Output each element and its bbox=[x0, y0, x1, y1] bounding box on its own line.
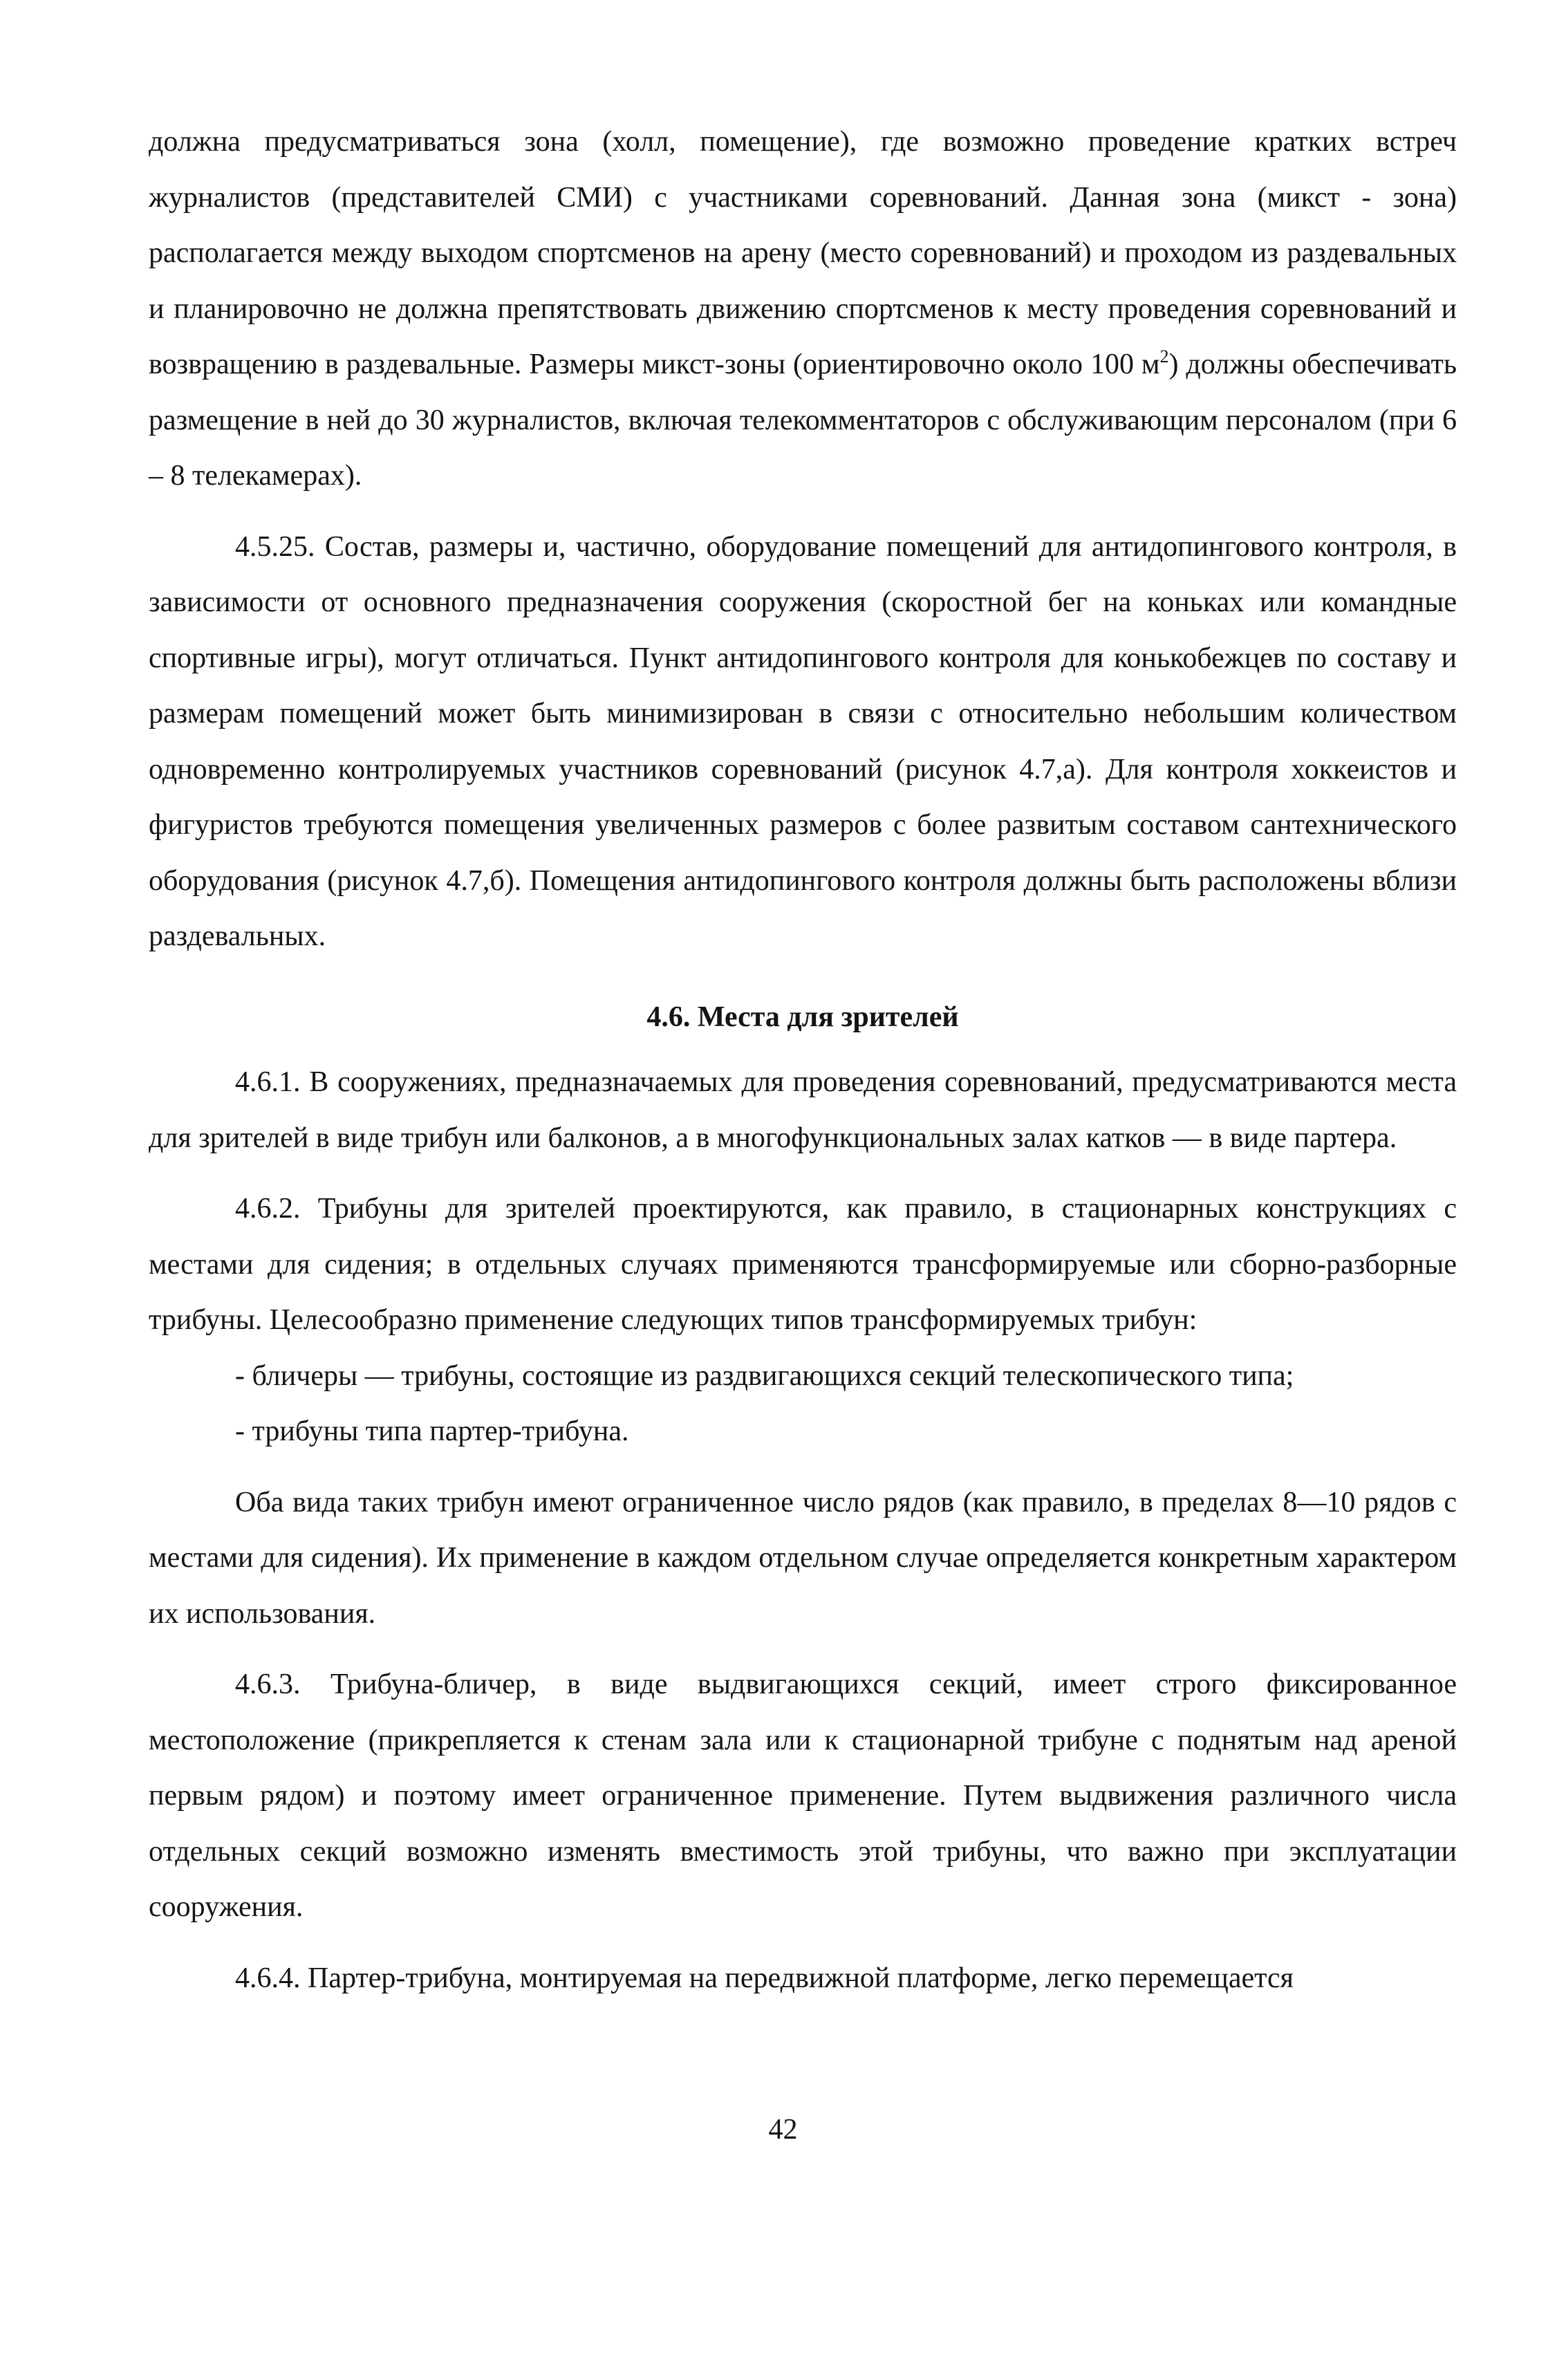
section-heading-4-6: 4.6. Места для зрителей bbox=[646, 1001, 959, 1033]
page-number: 42 bbox=[768, 2114, 798, 2146]
paragraph-4-6-1: 4.6.1. В сооружениях, предназначаемых для проведения соревнований, предусматриваются места для зрителей в виде трибун или балконов, а в многофункциональных залах катков — в виде партера. bbox=[149, 1066, 1457, 1154]
square-meter-superscript: 2 bbox=[1159, 346, 1169, 366]
paragraph-4-5-25: 4.5.25. Состав, размеры и, частично, оборудование помещений для антидопингового контроля, в зависимости от основного предназначения сооружения (скоростной бег на коньках или командные спортивные игры), могут отличаться. Пункт антидопингового контроля для конькобежцев по составу и размерам помещений может быть минимизирован в связи с относительно небольшим количеством одновременно контролируемых участников соревнований (рисунок 4.7,а). Для контроля хоккеистов и фигуристов требуются помещения увеличенных размеров с более развитым составом сантехнического оборудования (рисунок 4.7,б). Помещения антидопингового контроля должны быть расположены вблизи раздевальных. bbox=[149, 530, 1457, 952]
paragraph-4-6-4: 4.6.4. Партер-трибуна, монтируемая на передвижной платформе, легко перемещается bbox=[235, 1962, 1294, 1994]
paragraph-4-6-2: 4.6.2. Трибуны для зрителей проектируются, как правило, в стационарных конструкциях с местами для сидения; в отдельных случаях применяются трансформируемые или сборно-разборные трибуны. Целесообразно применение следующих типов трансформируемых трибун: bbox=[149, 1193, 1457, 1336]
paragraph-4-6-3: 4.6.3. Трибуна-бличер, в виде выдвигающихся секций, имеет строго фиксированное местоположение (прикрепляется к стенам зала или к стационарной трибуне с поднятым над ареной первым рядом) и поэтому имеет ограниченное применение. Путем выдвижения различного числа отдельных секций возможно изменять вместимость этой трибуны, что важно при эксплуатации сооружения. bbox=[149, 1668, 1457, 1923]
document-page bbox=[149, 114, 1457, 2006]
paragraph-both-types: Оба вида таких трибун имеют ограниченное число рядов (как правило, в пределах 8—10 рядов с местами для сидения). Их применение в каждом отдельном случае определяется конкретным характером их использования. bbox=[149, 1486, 1457, 1630]
list-item-bleachers: - бличеры — трибуны, состоящие из раздвигающихся секций телескопического типа; bbox=[235, 1359, 1294, 1392]
paragraph-mixed-zone-tail: ) должны обеспечивать размещение в ней до 30 журналистов, включая телекомментаторов с обслуживающим персоналом (при 6 – 8 телекамерах). bbox=[149, 348, 1457, 492]
list-item-parterre-tribune: - трибуны типа партер-трибуна. bbox=[235, 1415, 629, 1447]
paragraph-mixed-zone bbox=[149, 114, 1457, 504]
paragraph-mixed-zone-text: должна предусматриваться зона (холл, помещение), где возможно проведение кратких встреч журналистов (представителей СМИ) с участниками соревнований. Данная зона (микст - зона) располагается между выходом спортсменов на арену (место соревнований) и проходом из раздевальных и планировочно не должна препятствовать движению спортсменов к месту проведения соревнований и возвращению в раздевальные. Размеры микст-зоны (ориентировочно около 100 м bbox=[149, 126, 1457, 380]
